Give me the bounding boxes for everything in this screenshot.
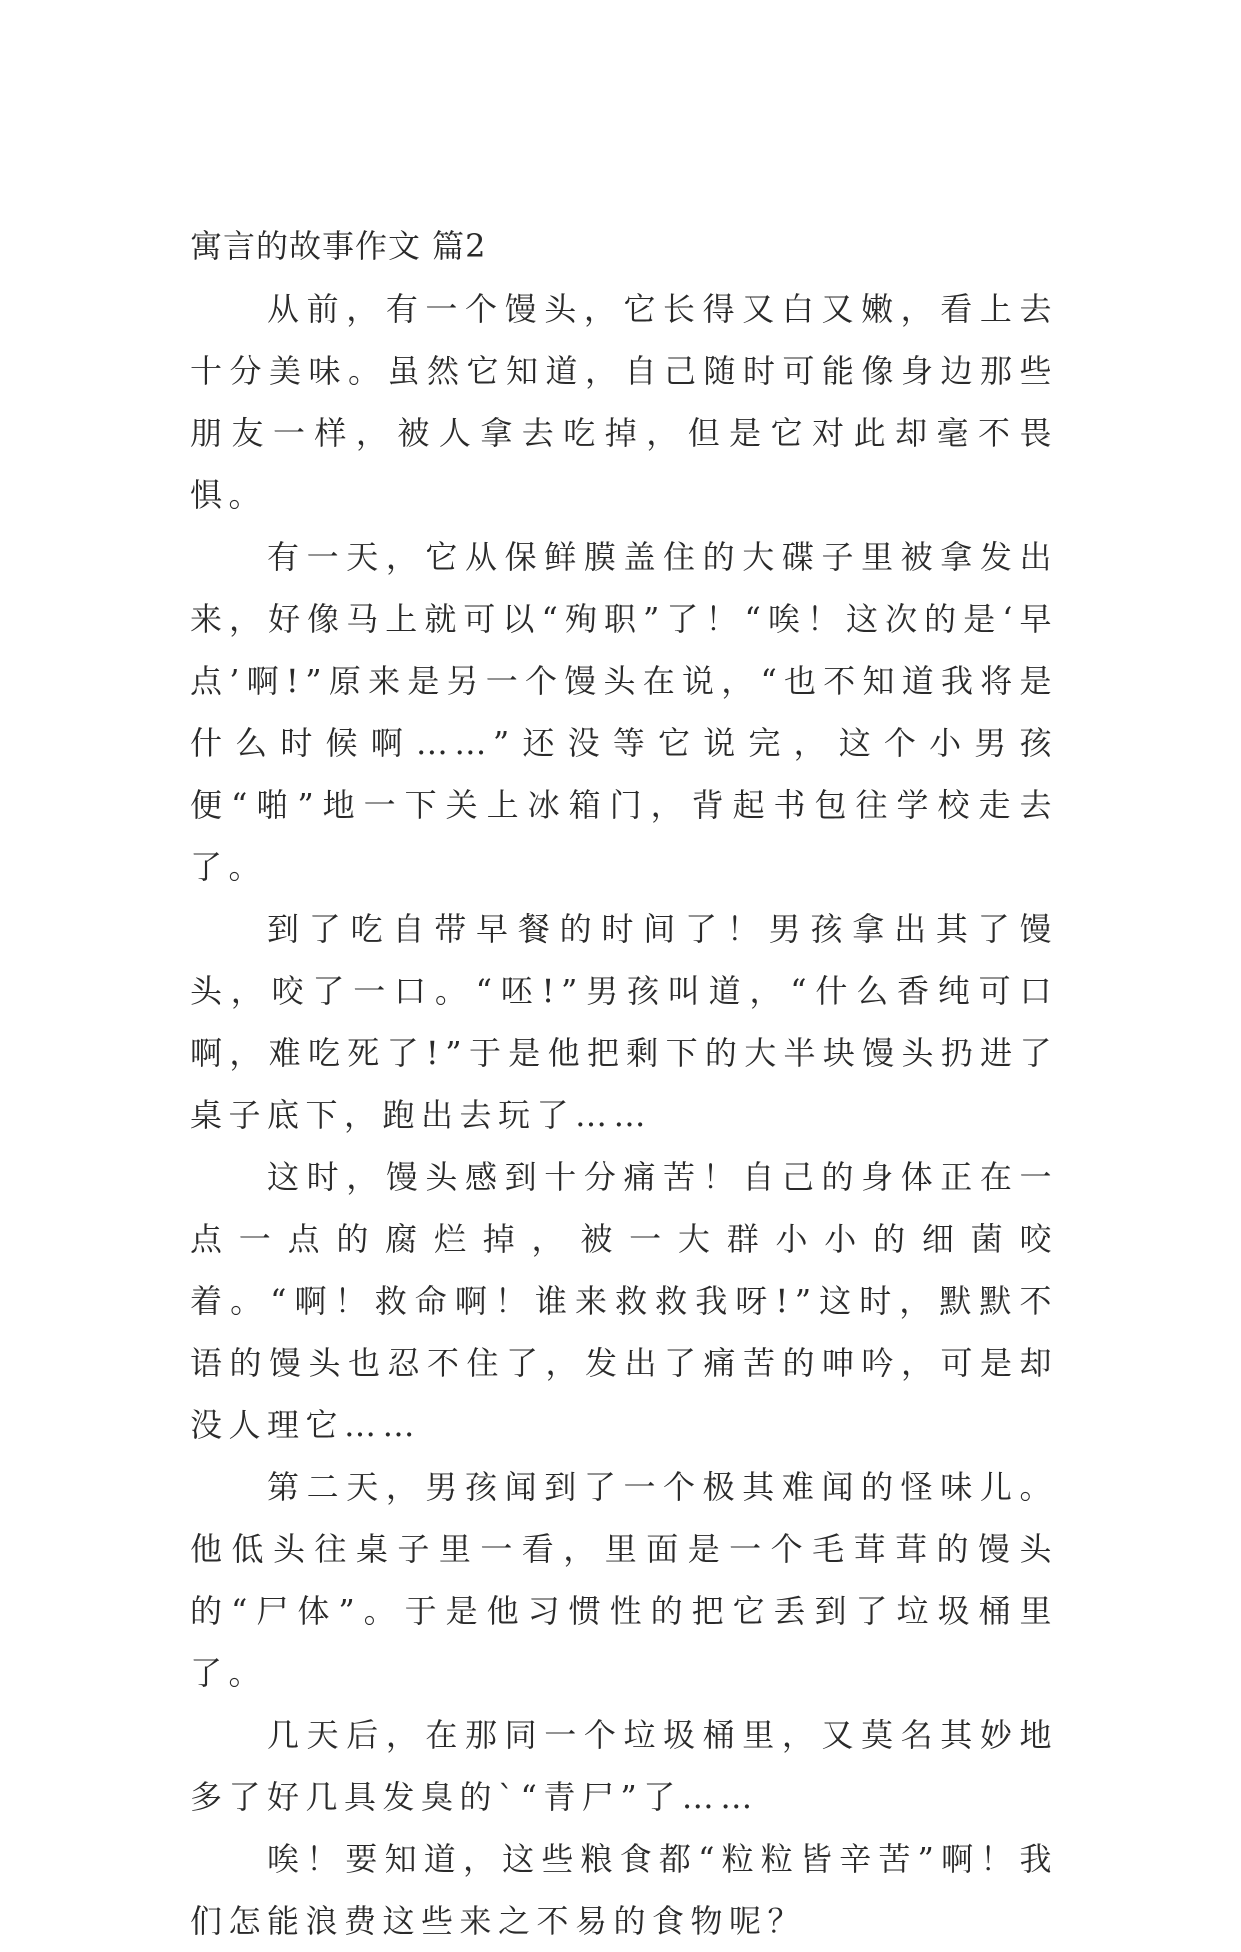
paragraph-7: 唉！要知道，这些粮食都“粒粒皆辛苦”啊！我们怎能浪费这些来之不易的食物呢？	[190, 1840, 1058, 1940]
paragraph-6: 几天后，在那同一个垃圾桶里，又莫名其妙地多了好几具发臭的`“青尸”了……	[190, 1716, 1058, 1816]
paragraph-3: 到了吃自带早餐的时间了！男孩拿出其了馒头，咬了一口。“呸!”男孩叫道，“什么香纯可口啊，难吃死了!”于是他把剩下的大半块馒头扔进了桌子底下，跑出去玩了……	[190, 910, 1058, 1134]
paragraph-1: 从前，有一个馒头，它长得又白又嫩，看上去十分美味。虽然它知道，自己随时可能像身边那些朋友一样，被人拿去吃掉，但是它对此却毫不畏惧。	[190, 290, 1058, 514]
paragraph-2: 有一天，它从保鲜膜盖住的大碟子里被拿发出来，好像马上就可以“殉职”了！“唉！这次的是‘早点’啊!”原来是另一个馒头在说，“也不知道我将是什么时候啊……”还没等它说完，这个小男孩便“啪”地一下关上冰箱门，背起书包往学校走去了。	[190, 538, 1058, 886]
document-body	[190, 278, 1058, 1952]
paragraph-5: 第二天，男孩闻到了一个极其难闻的怪味儿。他低头往桌子里一看，里面是一个毛茸茸的馒头的“尸体”。于是他习惯性的把它丢到了垃圾桶里了。	[190, 1468, 1058, 1692]
document-title: 寓言的故事作文 篇2	[190, 227, 487, 265]
paragraph-4: 这时，馒头感到十分痛苦！自己的身体正在一点一点的腐烂掉，被一大群小小的细菌咬着。“啊！救命啊！谁来救救我呀!”这时，默默不语的馒头也忍不住了，发出了痛苦的呻吟，可是却没人理它……	[190, 1158, 1058, 1444]
